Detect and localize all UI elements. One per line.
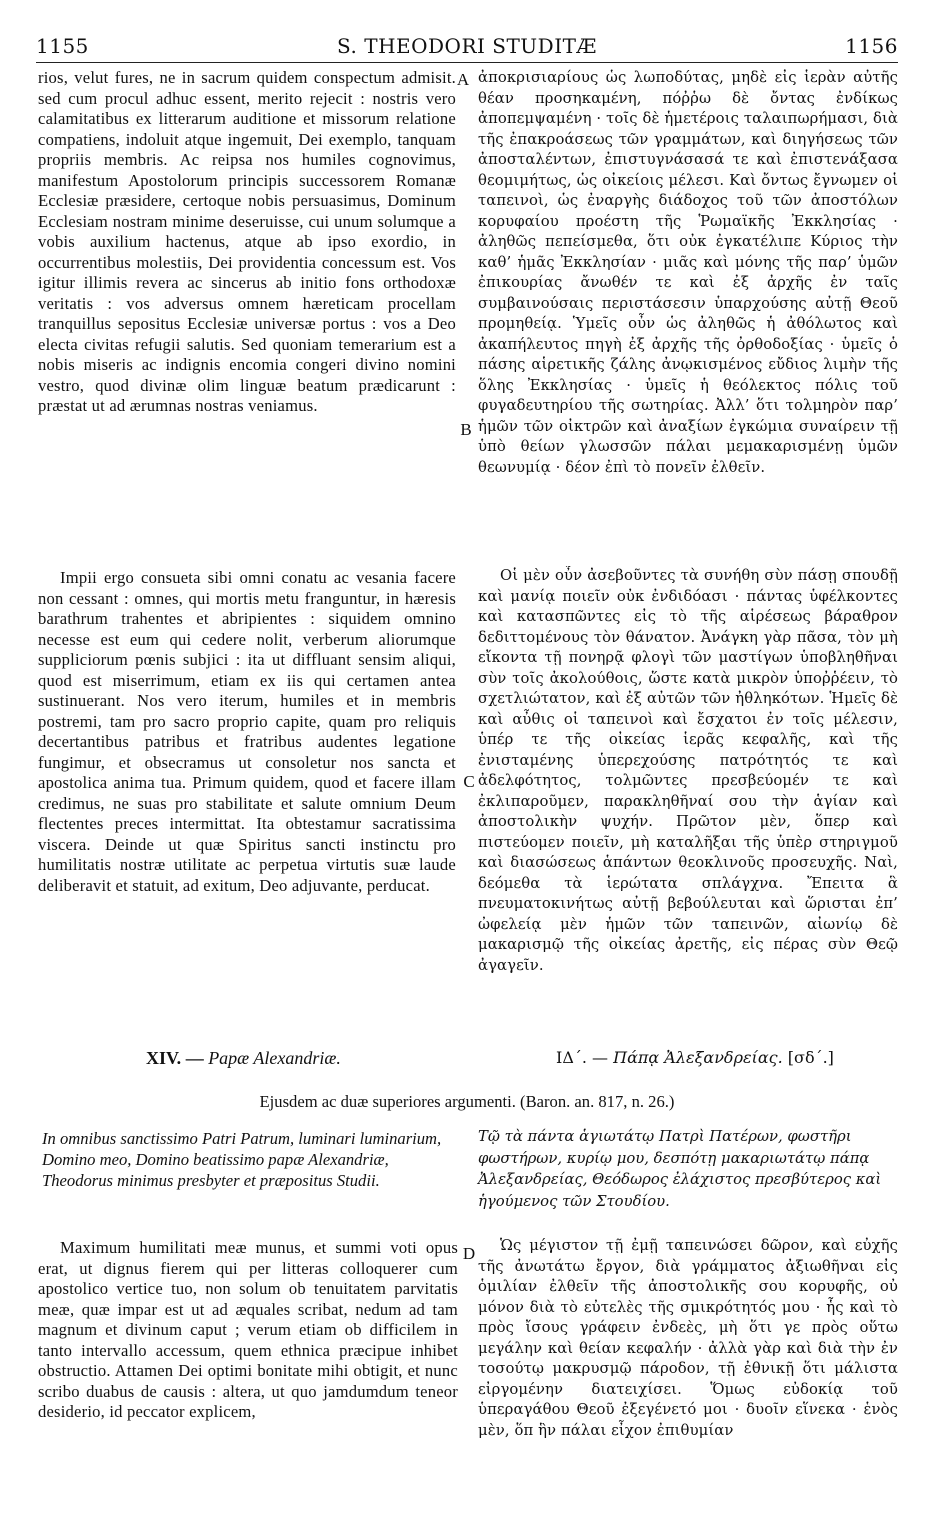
section-title-greek: Πάπᾳ Ἀλεξανδρείας. <box>613 1048 783 1067</box>
section-heading-greek <box>556 1048 834 1067</box>
latin-column-lower <box>38 1238 458 1530</box>
latin-paragraph: Maximum humilitati meæ munus, et summi voti opus erat, ut dignus fierem qui per litteras colloquerer cum apostolico vertice tuo, non solum ob tenuitatem parvitatis meæ, quæ impar est ut ad æquales scribat, nedum ad tam magnum et divinum caput ; verum etiam ob difficilem in tanto intervallo accessum, quem ethnica præcipue inhibet obstructio. Attamen Dei optimi bonitate mihi obtigit, et nunc scribo duabus de causis : altera, ut quo jamdumdum teneor desiderio, id peccator explicem, <box>38 1238 458 1421</box>
section-bracket-greek: [σδ΄.] <box>787 1048 834 1067</box>
greek-paragraph: Ὡς μέγιστον τῇ ἐμῇ ταπεινώσει δῶρον, καὶ εὐχῆς τῆς ἀνωτάτω ἔργον, διὰ γράμματος ἀξιωθῆναι εἰς ὁμιλίαν ἐλθεῖν τῆς ἀποστολικῆς σου κορυφῆς, οὐ μόνον διὰ τὸ εὐτελὲς τῆς σμικρότητός μου · ἧς καὶ τὸ πρὸς ἴσους γράφειν ἐνδεὲς, μὴ ὅτι γε πρὸς οὕτω μεγάλην καὶ θείαν κεφαλήν · ἀλλὰ γὰρ καὶ διὰ τὴν ἐν τοσούτῳ μακρυσμῷ πάροδον, τῇ ἐθνικῇ ὅτι μάλιστα εἰργομένην διατειχίσει. Ὅμως εὐδοκίᾳ τοῦ ὑπεραγάθου Θεοῦ ἐξεγένετό μοι · δυοῖν εἵνεκα · ἑνὸς μὲν, ὅπ ἣν πάλαι εἶχον ἐπιθυμίαν <box>478 1237 898 1439</box>
running-title: S. THEODORI STUDITÆ <box>337 34 597 58</box>
greek-column-upper-2 <box>478 566 898 1030</box>
greek-column-upper <box>478 68 898 562</box>
greek-paragraph: ἀποκρισιαρίους ὡς λωποδύτας, μηδὲ εἰς ἱερὰν αὐτῆς θέαν προσηκαμένη, πόῤῥω δὲ ὄντας ἐνδίκως ἀποπεμψαμένη · τοῖς δὲ ἡμετέροις ταλαιπωρήμασι, διὰ τῆς ἐπακροάσεως τῶν γραμμάτων, καὶ διηγήσεως τῶν ἀποσταλέντων, ἐπιστυγνάσασά τε καὶ ἐπιστενάξασα θεομιμήτως, ὡς οἰκείοις μέλεσι. Καὶ ὄντως ἔγνωμεν οἱ ταπεινοὶ, ὡς ἐναργὴς διάδοχος τοῦ τῶν ἀποστόλων κορυφαίου προέστη τῆς Ῥωμαϊκῆς Ἐκκλησίας · ἀληθῶς πεπείσμεθα, ὅτι οὐκ ἐγκατέλιπε Κύριος τὴν καθ’ ἡμᾶς Ἐκκλησίαν · μιᾶς καὶ μόνης τῆς παρ’ ὑμῶν ἐπικουρίας ἄνωθέν τε καὶ ἐξ ἀρχῆς ἐν ταῖς συμβαινούσαις περιστάσεσιν ὑπαρχούσης αὐτῇ Θεοῦ προμηθείᾳ. Ὑμεῖς οὖν ὡς ἀληθῶς ἡ ἀθόλωτος καὶ ἀκαπήλευτος πηγὴ ἐξ ἀρχῆς τῆς ὀρθοδοξίας · ὑμεῖς ὁ πάσης αἱρετικῆς ζάλης ἀνῳκισμένος εὔδιος λιμὴν τῆς ὅλης Ἐκκλησίας · ὑμεῖς ἡ θεόλεκτος πόλις τοῦ φυγαδευτηρίου τῆς σωτηρίας. Ἀλλ’ ὅτι τολμηρὸν παρ’ ἡμῶν τῶν οἰκτρῶν καὶ ἀναξίων ἐγκώμια συναίρειν τῇ ὑπὸ θείων γλωσσῶν πάλαι μεμακαρισμένῃ ὑμῶν θεωνυμίᾳ · δέον ἐπὶ τὸ πονεῖν ἐλθεῖν. <box>478 69 898 476</box>
argument-note: Ejusdem ac duæ superiores argumenti. (Baron. an. 817, n. 26.) <box>259 1092 675 1111</box>
margin-letter-d: D <box>462 1244 476 1263</box>
section-number-latin: XIV. <box>146 1048 182 1068</box>
latin-column-upper <box>38 68 456 546</box>
salutation-latin: In omnibus sanctissimo Patri Patrum, luminari luminarium, Domino meo, Domino beatissimo papæ Alexandriæ, Theodorus minimus presbyter et præpositus Studii. <box>42 1129 442 1190</box>
section-dash-greek: — <box>586 1048 614 1067</box>
section-title-latin: Papæ Alexandriæ. <box>208 1048 341 1068</box>
greek-column-lower <box>478 1236 898 1530</box>
margin-letter-b: B <box>460 420 472 439</box>
page-number-right: 1156 <box>845 34 898 58</box>
running-header <box>36 34 898 58</box>
latin-paragraph: rios, velut fures, ne in sacrum quidem conspectum admisit. sed cum procul adhuc essent, merito rejecit : nostris vero calamitatibus ex litterarum auditione et missorum relatione compatiens, indoluit atque ingemuit, Dei exemplo, tanquam propriis membris. Ac reipsa nos humiles cognovimus, manifestum Apostolorum principis successorem Romanæ Ecclesiæ præsidere, certoque nobis persuasimus, Dominum Ecclesiam nostram minime deseruisse, cui unum solumque a vobis auxilium hactenus, atque ab ipso exordio, in occurrentibus molestiis, Dei providentia concessum est. Vos igitur illimis revera ac sincerus ab initio fons orthodoxæ veritatis : vos adversus omnem hæreticam procellam tranquillus sepositus Ecclesiæ universæ portus : vos a Deo electa civitas refugii salutis. Sed quoniam temerarium est a nobis miseris ac indignis encomia congeri divino nomini vestro, quod divinæ olim linguæ beatum prædicarunt : præstat ut ad ærumnas nostras veniamus. <box>38 68 456 415</box>
header-rule <box>36 62 898 63</box>
greek-paragraph: Οἱ μὲν οὖν ἀσεβοῦντες τὰ συνήθη σὺν πάσῃ σπουδῇ καὶ μανίᾳ ποιεῖν οὐκ ἐνδιδόασι · πάντας ὑφέλκοντες καὶ κατασπῶντες εἰς τὸ τῆς αἱρέσεως βάραθρον δεδιττομένους τὸν θάνατον. Ἀνάγκη γὰρ πᾶσα, τὸν μὴ εἴκοντα τῇ πονηρᾷ φλογὶ τῶν μαστίγων ὑποβληθῆναι σὺν τοῖς ἀκολούθοις, ὥστε κατὰ μικρὸν ὑποῤῥέειν, τὸ σχετλιώτατον, καὶ ἐξ αὐτῶν τῶν ἠθληκότων. Ἡμεῖς δὲ καὶ αὖθις οἱ ταπεινοὶ καὶ ἔσχατοι ἐν τοῖς μέλεσιν, ὑπέρ τε τῆς οἰκείας ἱερᾶς κεφαλῆς, καὶ τῆς ἐνισταμένης ὑπερεχούσης πατρότητός τε καὶ ἀδελφότητος, τολμῶντες πρεσβεύομέν τε καὶ ἐκλιπαροῦμεν, παρακληθῆναί σου τὴν ἁγίαν καὶ ἀποστολικὴν ψυχήν. Πρῶτον μὲν, ὅπερ καὶ πιστεύομεν ποιεῖν, μὴ καταλῆξαι τῆς ὑπὲρ στηριγμοῦ καὶ διασώσεως ἁπάντων θεοκλινοῦς προσευχῆς. Ναὶ, δεόμεθα τὰ ἱερώτατα σπλάγχνα. Ἔπειτα ἃ πνευματοκινήτως αὐτῇ βεβούλευται καὶ ὥρισται ἐπ’ ὠφελείᾳ μὲν ἡμῶν τῶν ταπεινῶν, αἰωνίῳ δὲ μακαρισμῷ τῆς οἰκείας ἀρετῆς, εἰς πέρας σὺν Θεῷ ἀγαγεῖν. <box>478 567 898 974</box>
section-dash-latin: — <box>181 1048 209 1068</box>
page-number-left: 1155 <box>36 34 89 58</box>
latin-column-upper-2 <box>38 568 456 1028</box>
section-number-greek: ΙΔ΄. <box>556 1048 587 1067</box>
margin-letter-c: C <box>463 772 475 791</box>
latin-paragraph: Impii ergo consueta sibi omni conatu ac vesania facere non cessant : omnes, qui mortis metu franguntur, in hæresis barathrum trahentes et abripientes : siquidem omnino necesse est eum qui cedere nolit, verberum aliorumque suppliciorum pœnis subjici : ita ut diffluant sensim aliqui, quod est miserrimum, etiam ex iis qui certamen antea sustinuerant. Nos vero iterum, humiles et in membris postremi, tam pro sacro proprio capite, quam pro reliquis decertantibus patribus et fratribus audentes legatione fungimur, et obsecramus ut consoletur nos sancta et apostolica anima tua. Primum quidem, quod et facere illam credimus, ne suas pro stabilitate et salute omnium Deum flectentes preces intermittat. Ita obtestamur sacratissima viscera. Deinde ut quæ Spiritus sancti instinctu pro humilitatis nostræ utilitate ac perpetua virtutis suæ laude deliberavit et statuit, ad exitum, Deo adjuvante, perducat. <box>38 568 456 895</box>
salutation-greek: Τῷ τὰ πάντα ἁγιωτάτῳ Πατρὶ Πατέρων, φωστῆρι φωστήρων, κυρίῳ μου, δεσπότῃ μακαριωτάτῳ πάπᾳ Ἀλεξανδρείας, Θεόδωρος ἐλάχιστος πρεσβύτερος καὶ ἡγούμενος τῶν Στουδίου. <box>478 1128 882 1210</box>
margin-letter-a: A <box>456 70 470 89</box>
section-heading-latin <box>146 1048 341 1069</box>
